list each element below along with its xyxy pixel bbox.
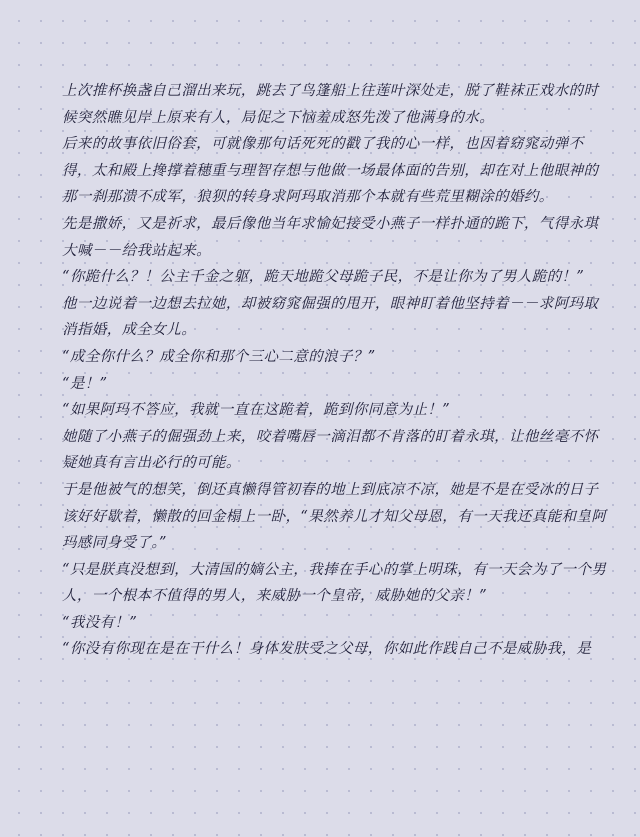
- paragraph: 他一边说着一边想去拉她，却被窈窕倔强的甩开，眼神盯着他坚持着－－求阿玛取消指婚，成全女儿。: [62, 295, 599, 339]
- paragraph: 先是撒娇，又是祈求，最后像他当年求愉妃接受小燕子一样扑通的跪下，气得永琪大喊－－给我站起来。: [62, 215, 599, 259]
- paragraph: “如果阿玛不答应，我就一直在这跪着，跪到你同意为止！”: [62, 402, 451, 419]
- paragraph: “成全你什么？成全你和那个三心二意的浪子？”: [62, 348, 376, 365]
- paragraph: “是！”: [62, 375, 108, 392]
- paragraph: 后来的故事依旧俗套，可就像那句话死死的戳了我的心一样，也因着窈窕动弹不得，太和殿上搀撑着穗重与理智存想与他做一场最体面的告别，却在对上他眼神的那一刹那溃不成军，狼狈的转身求阿玛取消那个本就有些荒里糊涂的婚约。: [62, 136, 599, 206]
- paragraph: “你跪什么？！公主千金之躯，跪天地跪父母跪子民，不是让你为了男人跪的！”: [62, 269, 585, 286]
- paragraph: “我没有！”: [62, 614, 138, 631]
- paragraph: 于是他被气的想笑，倒还真懒得管初春的地上到底凉不凉，她是不是在受冰的日子该好好歇着，懒散的回金榻上一卧，“果然养儿才知父母恩，有一天我还真能和皇阿玛感同身受了。”: [62, 481, 607, 552]
- paragraph: 她随了小燕子的倔强劲上来，咬着嘴唇一滴泪都不肯落的盯着永琪，让他丝毫不怀疑她真有言出必行的可能。: [62, 428, 599, 472]
- story-text: [62, 78, 610, 663]
- paragraph: “你没有你现在是在干什么！身体发肤受之父母，你如此作践自己不是威胁我，是: [62, 641, 592, 658]
- paragraph: “只是朕真没想到，大清国的嫡公主，我捧在手心的掌上明珠，有一天会为了一个男人，一个根本不值得的男人，来威胁一个皇帝，威胁她的父亲！”: [62, 561, 607, 605]
- paragraph: 上次推杯换盏自己溜出来玩，跳去了鸟篷船上往莲叶深处走，脱了鞋袜正戏水的时候突然瞧见岸上原来有人，局促之下恼羞成怒先泼了他满身的水。: [62, 83, 599, 126]
